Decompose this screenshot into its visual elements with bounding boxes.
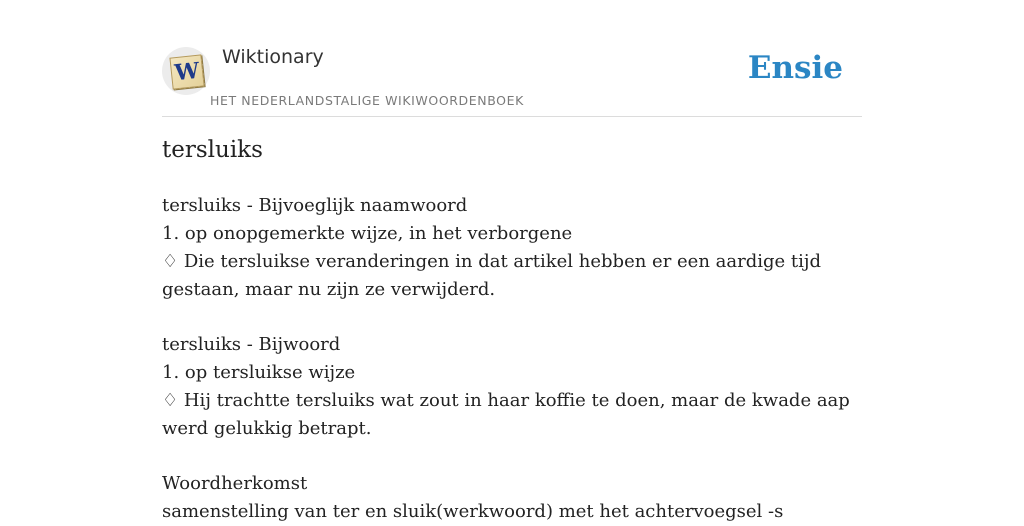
entry-example: ♢ Hij trachtte tersluiks wat zout in haar koffie te doen, maar de kwade aap werd gelukkig betrapt. — [162, 390, 850, 439]
entry-definition: 1. op onopgemerkte wijze, in het verborgene — [162, 223, 573, 244]
ensie-brand-link[interactable]: Ensie — [747, 50, 843, 86]
logo-letter: W — [173, 57, 201, 87]
entry-example: ♢ Die tersluikse veranderingen in dat artikel hebben er een aardige tijd gestaan, maar nu zijn ze verwijderd. — [162, 251, 821, 300]
logo-tile — [169, 54, 204, 89]
wiktionary-logo-icon[interactable] — [162, 47, 210, 95]
page-title: tersluiks — [162, 137, 263, 163]
site-header — [162, 0, 862, 117]
spacer — [162, 443, 862, 470]
etymology-section — [162, 470, 862, 526]
article-content — [162, 192, 862, 526]
etymology-text: samenstelling van ter en sluik(werkwoord) met het achtervoegsel -s — [162, 501, 784, 522]
site-name[interactable]: Wiktionary — [222, 46, 324, 68]
spacer — [162, 304, 862, 331]
page-container — [162, 0, 862, 522]
etymology-heading: Woordherkomst — [162, 473, 308, 494]
entry-definition: 1. op tersluikse wijze — [162, 362, 356, 383]
entry-heading: tersluiks - Bijvoeglijk naamwoord — [162, 195, 468, 216]
site-tagline: HET NEDERLANDSTALIGE WIKIWOORDENBOEK — [210, 93, 524, 108]
entry-adverb — [162, 331, 862, 443]
entry-heading: tersluiks - Bijwoord — [162, 334, 341, 355]
entry-adjective — [162, 192, 862, 304]
